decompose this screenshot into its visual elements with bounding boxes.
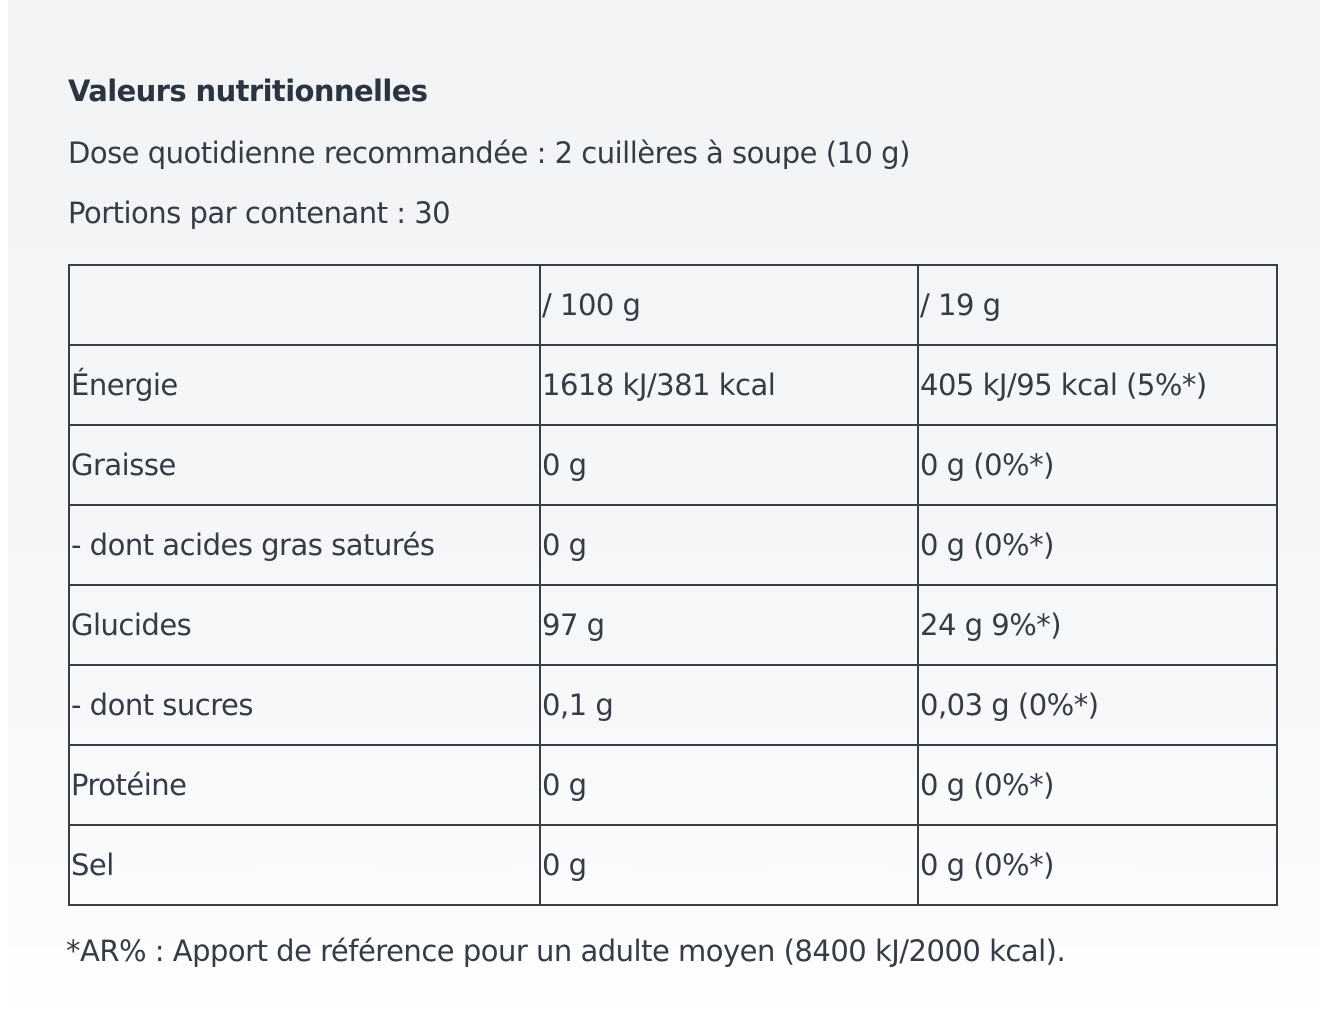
nutrient-name: Glucides bbox=[69, 585, 540, 665]
table-row bbox=[69, 585, 1277, 665]
nutrient-name: - dont sucres bbox=[69, 665, 540, 745]
table-row bbox=[69, 745, 1277, 825]
servings-per-container: Portions par contenant : 30 bbox=[68, 196, 451, 230]
value-per-100g: 0 g bbox=[540, 825, 918, 905]
value-per-100g: 0 g bbox=[540, 505, 918, 585]
header-cell-nutrient bbox=[69, 265, 540, 345]
value-per-100g: 97 g bbox=[540, 585, 918, 665]
value-per-100g: 1618 kJ/381 kcal bbox=[540, 345, 918, 425]
value-per-serving: 0 g (0%*) bbox=[918, 425, 1277, 505]
value-per-100g: 0 g bbox=[540, 425, 918, 505]
value-per-100g: 0,1 g bbox=[540, 665, 918, 745]
value-per-100g: 0 g bbox=[540, 745, 918, 825]
table-row bbox=[69, 345, 1277, 425]
table-row bbox=[69, 825, 1277, 905]
nutrition-table bbox=[68, 264, 1278, 906]
table-header-row bbox=[69, 265, 1277, 345]
table-row bbox=[69, 425, 1277, 505]
value-per-serving: 0 g (0%*) bbox=[918, 745, 1277, 825]
value-per-serving: 0,03 g (0%*) bbox=[918, 665, 1277, 745]
value-per-serving: 405 kJ/95 kcal (5%*) bbox=[918, 345, 1277, 425]
nutrient-name: Protéine bbox=[69, 745, 540, 825]
table-row bbox=[69, 505, 1277, 585]
table-row bbox=[69, 665, 1277, 745]
nutrient-name: - dont acides gras saturés bbox=[69, 505, 540, 585]
value-per-serving: 0 g (0%*) bbox=[918, 505, 1277, 585]
nutrient-name: Sel bbox=[69, 825, 540, 905]
header-cell-per-serving: / 19 g bbox=[918, 265, 1277, 345]
header-cell-per-100g: / 100 g bbox=[540, 265, 918, 345]
value-per-serving: 0 g (0%*) bbox=[918, 825, 1277, 905]
nutrient-name: Graisse bbox=[69, 425, 540, 505]
reference-intake-footnote: *AR% : Apport de référence pour un adulte moyen (8400 kJ/2000 kcal). bbox=[66, 934, 1066, 968]
recommended-dose: Dose quotidienne recommandée : 2 cuillères à soupe (10 g) bbox=[68, 136, 910, 170]
nutrient-name: Énergie bbox=[69, 345, 540, 425]
section-title: Valeurs nutritionnelles bbox=[68, 74, 428, 108]
value-per-serving: 24 g 9%*) bbox=[918, 585, 1277, 665]
nutrition-panel bbox=[8, 0, 1320, 1020]
